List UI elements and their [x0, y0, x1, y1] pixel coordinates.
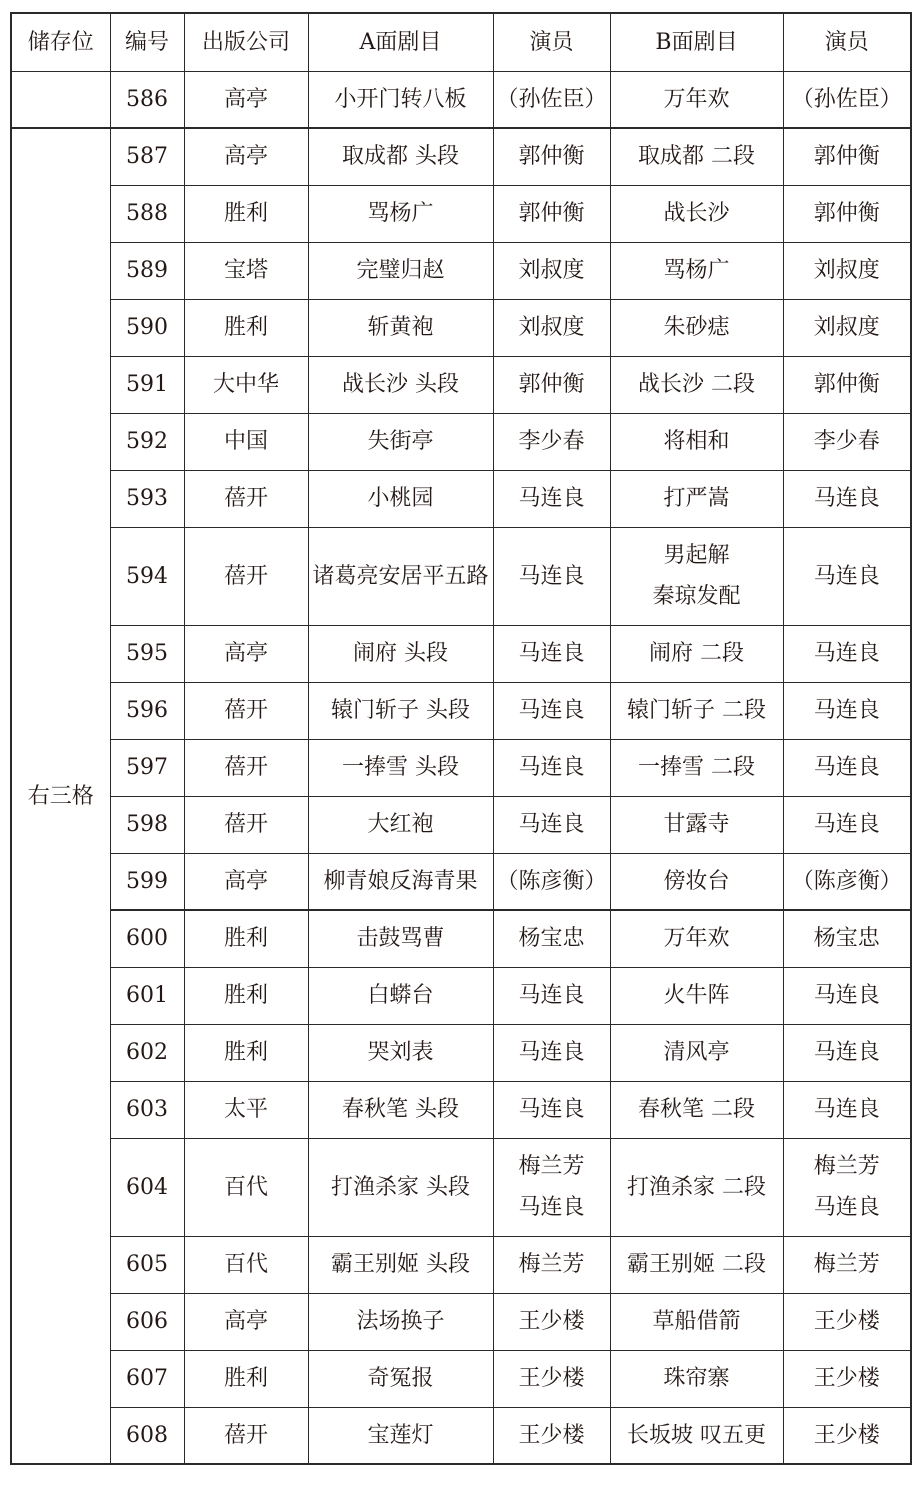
- b-side-cell: [610, 1236, 783, 1293]
- a-side-cell: 奇冤报: [308, 1350, 493, 1407]
- a-actor-cell-line: 马连良: [518, 698, 585, 723]
- b-actor-cell-line: 王少楼: [813, 1422, 880, 1448]
- b-actor-cell: [783, 185, 911, 242]
- company-cell: 宝塔: [184, 242, 308, 299]
- b-side-cell-line: 草船借箭: [652, 1309, 741, 1334]
- storage-cell: 右三格: [11, 128, 110, 1464]
- company-cell: 胜利: [184, 185, 308, 242]
- number-cell: 601: [110, 967, 184, 1024]
- number-cell: 592: [110, 413, 184, 470]
- a-actor-cell-line: 马连良: [518, 563, 585, 589]
- b-actor-cell: [783, 625, 911, 682]
- b-side-cell-line: 朱砂痣: [663, 315, 730, 340]
- table-row: [11, 967, 911, 1024]
- b-actor-cell-line: 梅兰芳: [813, 1252, 880, 1277]
- b-side-cell-line: 打渔杀家 二段: [627, 1174, 766, 1200]
- b-side-cell-line: 春秋笔 二段: [638, 1097, 755, 1122]
- a-actor-cell: [493, 128, 610, 185]
- b-actor-cell-line: 郭仲衡: [813, 201, 880, 226]
- b-actor-cell: [783, 1138, 911, 1236]
- company-cell: 太平: [184, 1081, 308, 1138]
- header-row: [11, 13, 911, 71]
- a-side-cell: 辕门斩子 头段: [308, 682, 493, 739]
- a-actor-cell-line: 马连良: [518, 983, 585, 1008]
- a-actor-cell: [493, 1350, 610, 1407]
- b-actor-cell: [783, 1024, 911, 1081]
- number-cell: 607: [110, 1350, 184, 1407]
- a-actor-cell-line: 李少春: [518, 429, 585, 454]
- a-side-cell: 法场换子: [308, 1293, 493, 1350]
- a-actor-cell-line: 马连良: [518, 486, 585, 511]
- a-actor-cell: [493, 1024, 610, 1081]
- b-side-cell-line: 长坂坡 叹五更: [627, 1422, 766, 1448]
- a-actor-cell: [493, 185, 610, 242]
- b-side-cell: [610, 1138, 783, 1236]
- a-side-cell: 哭刘表: [308, 1024, 493, 1081]
- b-actor-cell-line: 杨宝忠: [813, 926, 880, 952]
- number-cell: 595: [110, 625, 184, 682]
- a-side-cell: 完璧归赵: [308, 242, 493, 299]
- b-side-cell: [610, 356, 783, 413]
- b-side-cell-line: 取成都 二段: [638, 144, 755, 170]
- number-cell: 597: [110, 739, 184, 796]
- b-actor-cell: [783, 682, 911, 739]
- b-side-cell: [610, 470, 783, 527]
- b-side-cell-line: 战长沙 二段: [638, 372, 755, 397]
- number-cell: 593: [110, 470, 184, 527]
- a-actor-cell: [493, 853, 610, 910]
- number-cell: 594: [110, 527, 184, 625]
- a-actor-cell: [493, 413, 610, 470]
- table-row: [11, 413, 911, 470]
- b-side-cell: [610, 527, 783, 625]
- b-actor-cell: [783, 853, 911, 910]
- a-actor-cell-line: 马连良: [518, 1097, 585, 1122]
- b-actor-cell-line: 王少楼: [813, 1309, 880, 1334]
- b-actor-cell: [783, 299, 911, 356]
- company-cell: 蓓开: [184, 739, 308, 796]
- a-actor-cell: [493, 299, 610, 356]
- b-actor-cell-line: 梅兰芳: [813, 1154, 880, 1179]
- b-actor-cell-line: 马连良: [813, 983, 880, 1008]
- a-actor-cell-line: 马连良: [518, 1195, 585, 1220]
- b-side-cell: [610, 967, 783, 1024]
- number-cell: 608: [110, 1407, 184, 1464]
- company-cell: 胜利: [184, 910, 308, 967]
- number-cell: 596: [110, 682, 184, 739]
- table-row: [11, 1081, 911, 1138]
- table-row: [11, 1293, 911, 1350]
- a-actor-cell-line: 郭仲衡: [518, 201, 585, 226]
- a-side-cell: 一捧雪 头段: [308, 739, 493, 796]
- b-side-cell-line: 战长沙: [663, 201, 730, 226]
- b-actor-cell-line: 郭仲衡: [813, 372, 880, 397]
- b-actor-cell-line: 马连良: [813, 641, 880, 666]
- b-side-cell: [610, 128, 783, 185]
- b-actor-cell-line: 刘叔度: [813, 315, 880, 340]
- a-actor-cell-line: 刘叔度: [518, 258, 585, 283]
- a-actor-cell: [493, 739, 610, 796]
- number-cell: 590: [110, 299, 184, 356]
- b-actor-cell: [783, 739, 911, 796]
- a-actor-cell-line: （陈彦衡）: [496, 868, 607, 894]
- a-actor-cell: [493, 470, 610, 527]
- a-actor-cell: [493, 1407, 610, 1464]
- b-side-cell: [610, 1293, 783, 1350]
- records-body: [11, 128, 911, 1464]
- table-row: [11, 1138, 911, 1236]
- a-actor-cell: [493, 527, 610, 625]
- b-side-cell: [610, 299, 783, 356]
- company-cell: 大中华: [184, 356, 308, 413]
- b-actor-cell: [783, 1293, 911, 1350]
- a-actor-cell-line: 刘叔度: [518, 315, 585, 340]
- b-side-cell-line: 珠帘寨: [663, 1366, 730, 1391]
- number-cell: 604: [110, 1138, 184, 1236]
- a-actor-cell: [493, 1236, 610, 1293]
- a-actor-cell-line: 马连良: [518, 1040, 585, 1065]
- b-side-cell-line: 甘露寺: [663, 812, 730, 837]
- table-row: [11, 470, 911, 527]
- b-side-cell-line: 清风亭: [663, 1040, 730, 1065]
- number-cell: 588: [110, 185, 184, 242]
- b-actor-cell-line: 李少春: [813, 429, 880, 454]
- b-side-cell-line: 将相和: [663, 429, 730, 454]
- records-table: [10, 12, 912, 1465]
- a-actor-cell: （孙佐臣）: [493, 71, 610, 128]
- b-actor-cell-line: 马连良: [813, 1040, 880, 1065]
- b-actor-cell-line: 马连良: [813, 812, 880, 837]
- a-actor-cell: [493, 242, 610, 299]
- number-cell: 605: [110, 1236, 184, 1293]
- a-side-cell: 打渔杀家 头段: [308, 1138, 493, 1236]
- b-actor-cell: [783, 242, 911, 299]
- number-cell: 606: [110, 1293, 184, 1350]
- company-cell: 百代: [184, 1236, 308, 1293]
- b-actor-cell: [783, 1081, 911, 1138]
- number-cell: 591: [110, 356, 184, 413]
- b-actor-cell-line: 马连良: [813, 1097, 880, 1122]
- b-actor-cell: [783, 796, 911, 853]
- company-cell: 胜利: [184, 1024, 308, 1081]
- company-cell: 蓓开: [184, 796, 308, 853]
- b-actor-cell: [783, 967, 911, 1024]
- table-row: [11, 299, 911, 356]
- a-side-cell: 柳青娘反海青果: [308, 853, 493, 910]
- b-actor-cell-line: 马连良: [813, 563, 880, 589]
- a-actor-cell: [493, 1081, 610, 1138]
- company-cell: 高亭: [184, 71, 308, 128]
- table-row: [11, 796, 911, 853]
- b-side-cell: [610, 853, 783, 910]
- a-actor-cell-line: 梅兰芳: [518, 1252, 585, 1277]
- table-row: [11, 527, 911, 625]
- a-side-cell: 骂杨广: [308, 185, 493, 242]
- table-row: [11, 739, 911, 796]
- b-actor-cell: [783, 356, 911, 413]
- table-row: [11, 910, 911, 967]
- number-cell: 603: [110, 1081, 184, 1138]
- table-row: [11, 356, 911, 413]
- number-cell: 602: [110, 1024, 184, 1081]
- b-side-cell-line: 打严嵩: [663, 486, 730, 511]
- company-cell: 蓓开: [184, 470, 308, 527]
- header-storage: 储存位: [11, 13, 110, 71]
- company-cell: 胜利: [184, 967, 308, 1024]
- a-actor-cell: [493, 625, 610, 682]
- company-cell: 蓓开: [184, 682, 308, 739]
- b-side-cell-line: 闹府 二段: [649, 641, 744, 666]
- number-cell: 586: [110, 71, 184, 128]
- b-actor-cell: [783, 527, 911, 625]
- b-actor-cell: [783, 128, 911, 185]
- b-side-cell: [610, 1081, 783, 1138]
- company-cell: 胜利: [184, 299, 308, 356]
- number-cell: 589: [110, 242, 184, 299]
- a-actor-cell: [493, 356, 610, 413]
- number-cell: 600: [110, 910, 184, 967]
- company-cell: 高亭: [184, 853, 308, 910]
- company-cell: 高亭: [184, 128, 308, 185]
- a-actor-cell-line: 马连良: [518, 641, 585, 666]
- a-actor-cell: [493, 910, 610, 967]
- b-side-cell-line: 男起解: [663, 543, 730, 568]
- company-cell: 蓓开: [184, 1407, 308, 1464]
- number-cell: 599: [110, 853, 184, 910]
- b-side-cell: 万年欢: [610, 71, 783, 128]
- b-side-cell: [610, 910, 783, 967]
- b-side-cell: [610, 1407, 783, 1464]
- b-actor-cell-line: 马连良: [813, 755, 880, 780]
- b-side-cell-line: 傍妆台: [663, 868, 730, 894]
- a-actor-cell-line: 郭仲衡: [518, 144, 585, 170]
- a-side-cell: 霸王别姬 头段: [308, 1236, 493, 1293]
- b-actor-cell-line: 马连良: [813, 698, 880, 723]
- a-actor-cell-line: 王少楼: [518, 1422, 585, 1448]
- table-row: [11, 128, 911, 185]
- table-row: [11, 1407, 911, 1464]
- b-side-cell-line: 火牛阵: [663, 983, 730, 1008]
- b-side-cell: [610, 185, 783, 242]
- a-side-cell: 击鼓骂曹: [308, 910, 493, 967]
- table-row: [11, 1350, 911, 1407]
- table-row: [11, 185, 911, 242]
- a-side-cell: 小桃园: [308, 470, 493, 527]
- header-company: 出版公司: [184, 13, 308, 71]
- b-actor-cell: [783, 470, 911, 527]
- table-row: [11, 1024, 911, 1081]
- table-row: [11, 853, 911, 910]
- storage-cell: [11, 71, 110, 128]
- header-a-side: A面剧目: [308, 13, 493, 71]
- company-cell: 中国: [184, 413, 308, 470]
- b-side-cell: [610, 1350, 783, 1407]
- b-side-cell: [610, 739, 783, 796]
- b-side-cell-line: 秦琼发配: [652, 584, 741, 609]
- a-side-cell: 小开门转八板: [308, 71, 493, 128]
- b-actor-cell-line: 王少楼: [813, 1366, 880, 1391]
- b-side-cell: [610, 796, 783, 853]
- b-side-cell: [610, 682, 783, 739]
- b-actor-cell: [783, 1236, 911, 1293]
- company-cell: 胜利: [184, 1350, 308, 1407]
- a-side-cell: 大红袍: [308, 796, 493, 853]
- a-side-cell: 取成都 头段: [308, 128, 493, 185]
- a-side-cell: 失街亭: [308, 413, 493, 470]
- b-side-cell: [610, 625, 783, 682]
- b-actor-cell-line: 郭仲衡: [813, 144, 880, 170]
- a-side-cell: 战长沙 头段: [308, 356, 493, 413]
- number-cell: 598: [110, 796, 184, 853]
- b-side-cell-line: 一捧雪 二段: [638, 755, 755, 780]
- a-actor-cell-line: 马连良: [518, 755, 585, 780]
- b-actor-cell-line: 刘叔度: [813, 258, 880, 283]
- b-actor-cell-line: 马连良: [813, 1195, 880, 1220]
- a-actor-cell: [493, 682, 610, 739]
- a-actor-cell: [493, 796, 610, 853]
- a-side-cell: 闹府 头段: [308, 625, 493, 682]
- table-row: [11, 1236, 911, 1293]
- table-row: [11, 242, 911, 299]
- b-side-cell-line: 骂杨广: [663, 258, 730, 283]
- a-actor-cell: [493, 967, 610, 1024]
- b-actor-cell: [783, 1350, 911, 1407]
- a-actor-cell-line: 梅兰芳: [518, 1154, 585, 1179]
- number-cell: 587: [110, 128, 184, 185]
- b-side-cell: [610, 1024, 783, 1081]
- b-side-cell: [610, 413, 783, 470]
- header-b-actor: 演员: [783, 13, 911, 71]
- b-actor-cell: [783, 1407, 911, 1464]
- header-a-actor: 演员: [493, 13, 610, 71]
- a-side-cell: 春秋笔 头段: [308, 1081, 493, 1138]
- a-actor-cell-line: 王少楼: [518, 1366, 585, 1391]
- company-cell: 百代: [184, 1138, 308, 1236]
- b-actor-cell: [783, 910, 911, 967]
- a-actor-cell: [493, 1138, 610, 1236]
- table-row: [11, 625, 911, 682]
- company-cell: 高亭: [184, 1293, 308, 1350]
- a-actor-cell-line: 郭仲衡: [518, 372, 585, 397]
- a-side-cell: 宝莲灯: [308, 1407, 493, 1464]
- a-side-cell: 斩黄袍: [308, 299, 493, 356]
- header-b-side: B面剧目: [610, 13, 783, 71]
- b-actor-cell: [783, 413, 911, 470]
- b-side-cell-line: 万年欢: [663, 926, 730, 952]
- table-row: [11, 682, 911, 739]
- b-side-cell: [610, 242, 783, 299]
- company-cell: 蓓开: [184, 527, 308, 625]
- a-actor-cell: [493, 1293, 610, 1350]
- b-actor-cell-line: 马连良: [813, 486, 880, 511]
- b-side-cell-line: 辕门斩子 二段: [627, 698, 766, 723]
- b-actor-cell-line: （陈彦衡）: [791, 868, 902, 894]
- header-number: 编号: [110, 13, 184, 71]
- b-actor-cell: （孙佐臣）: [783, 71, 911, 128]
- company-cell: 高亭: [184, 625, 308, 682]
- a-side-cell: 白蟒台: [308, 967, 493, 1024]
- a-actor-cell-line: 杨宝忠: [518, 926, 585, 952]
- a-actor-cell-line: 马连良: [518, 812, 585, 837]
- b-side-cell-line: 霸王别姬 二段: [627, 1252, 766, 1277]
- table-row: [11, 71, 911, 128]
- a-actor-cell-line: 王少楼: [518, 1309, 585, 1334]
- a-side-cell: 诸葛亮安居平五路: [308, 527, 493, 625]
